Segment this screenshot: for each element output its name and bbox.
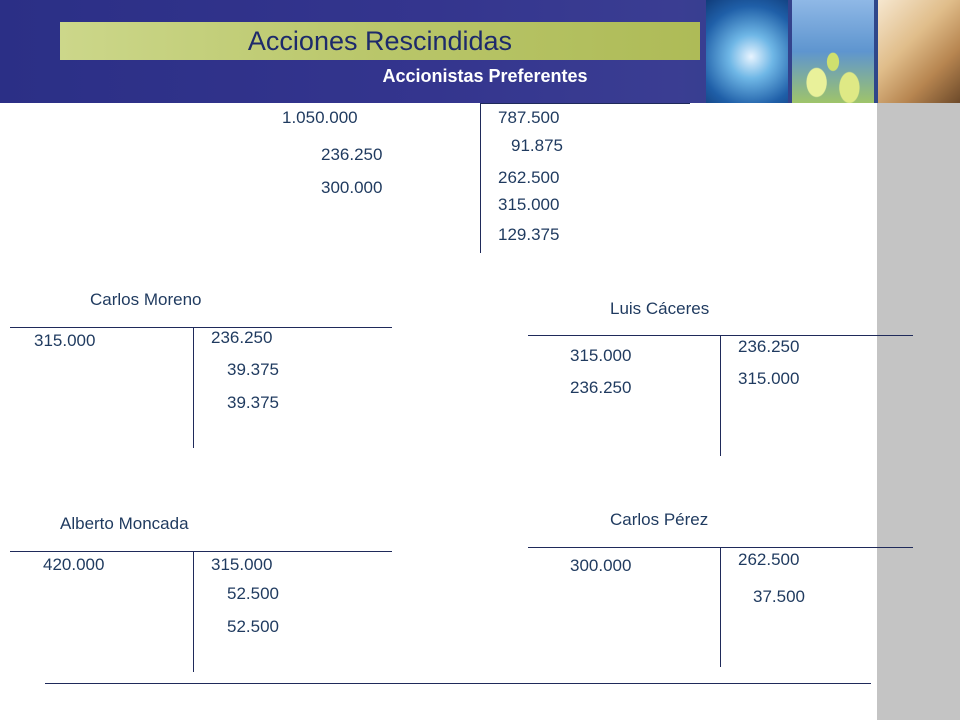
debit-amount: 236.250	[321, 145, 383, 164]
debit-amount: 300.000	[321, 178, 383, 197]
debit-amount: 1.050.000	[282, 108, 358, 127]
debit-amount: 315.000	[34, 331, 96, 350]
bottom-rule	[45, 683, 871, 684]
credit-amount: 37.500	[753, 587, 805, 606]
credit-amount: 129.375	[498, 225, 560, 244]
t-account-divider	[193, 327, 194, 448]
debit-amount: 300.000	[570, 556, 632, 575]
credit-amount: 52.500	[227, 584, 279, 603]
account-name: Carlos Moreno	[90, 290, 202, 309]
credit-amount: 39.375	[227, 360, 279, 379]
page-title: Acciones Rescindidas	[247, 26, 513, 56]
credit-amount: 787.500	[498, 108, 560, 127]
credit-amount: 39.375	[227, 393, 279, 412]
t-account-top-line	[10, 551, 392, 552]
t-account-divider	[720, 547, 721, 667]
t-account-divider	[480, 103, 481, 253]
t-account-top-line	[480, 103, 690, 104]
side-strip	[877, 103, 960, 720]
debit-amount: 420.000	[43, 555, 105, 574]
account-name: Luis Cáceres	[610, 299, 710, 318]
credit-amount: 262.500	[738, 550, 800, 569]
credit-amount: 262.500	[498, 168, 560, 187]
calculator-photo	[792, 0, 874, 103]
t-account-top-line	[10, 327, 392, 328]
credit-amount: 236.250	[738, 337, 800, 356]
pen-photo	[878, 0, 960, 103]
credit-amount: 315.000	[211, 555, 273, 574]
account-name: Carlos Pérez	[610, 510, 709, 529]
credit-amount: 52.500	[227, 617, 279, 636]
credit-amount: 315.000	[498, 195, 560, 214]
globe-photo	[706, 0, 788, 103]
t-account-divider	[720, 335, 721, 456]
debit-amount: 236.250	[570, 378, 632, 397]
debit-amount: 315.000	[570, 346, 632, 365]
credit-amount: 236.250	[211, 328, 273, 347]
credit-amount: 91.875	[511, 136, 563, 155]
t-account-divider	[193, 551, 194, 672]
account-name: Alberto Moncada	[60, 514, 189, 533]
page-subtitle: Accionistas Preferentes	[382, 66, 588, 86]
credit-amount: 315.000	[738, 369, 800, 388]
header-photos	[706, 0, 960, 103]
